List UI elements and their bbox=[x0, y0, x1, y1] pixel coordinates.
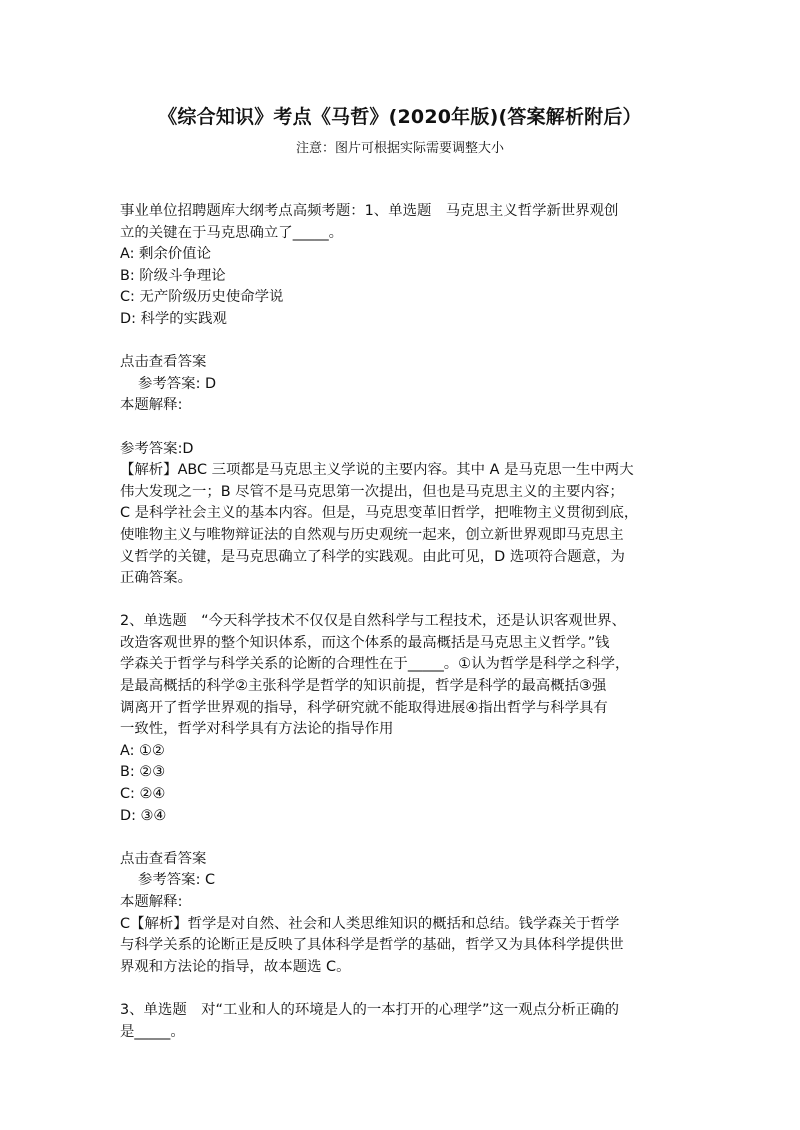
question-stem-line: 学森关于哲学与科学关系的论断的合理性在于_____。①认为哲学是科学之科学， bbox=[120, 656, 630, 673]
spacer bbox=[120, 978, 680, 1000]
question-stem-line: 是_____。 bbox=[120, 1023, 185, 1040]
option-a: A: 剩余价值论 bbox=[120, 246, 211, 263]
question-1 bbox=[120, 201, 680, 590]
question-stem-line: 2、单选题 “今天科学技术不仅仅是自然科学与工程技术，还是认识客观世界、 bbox=[120, 613, 626, 630]
spacer bbox=[120, 827, 680, 849]
explanation-label: 本题解释: bbox=[120, 397, 183, 414]
option-b: B: 阶级斗争理论 bbox=[120, 267, 226, 284]
spacer bbox=[120, 331, 680, 353]
explanation-line: 界观和方法论的指导，故本题选 C。 bbox=[120, 958, 351, 975]
spacer bbox=[120, 590, 680, 612]
explanation-line: 使唯物主义与唯物辩证法的自然观与历史观统一起来，创立新世界观即马克思主 bbox=[120, 526, 624, 543]
option-d: D: 科学的实践观 bbox=[120, 310, 227, 327]
spacer bbox=[120, 417, 680, 439]
question-stem-line: 是最高概括的科学②主张科学是哲学的知识前提，哲学是科学的最高概括③强 bbox=[120, 678, 607, 695]
explanation-line: C【解析】哲学是对自然、社会和人类思维知识的概括和总结。钱学森关于哲学 bbox=[120, 915, 620, 932]
question-stem-line: 立的关键在于马克思确立了_____。 bbox=[120, 224, 344, 241]
option-b: B: ②③ bbox=[120, 764, 166, 781]
question-stem-line: 改造客观世界的整个知识体系，而这个体系的最高概括是马克思主义哲学。”钱 bbox=[120, 634, 610, 651]
document-body bbox=[120, 201, 680, 1043]
view-answer-link[interactable]: 点击查看答案 bbox=[120, 850, 207, 867]
question-stem-line: 调离开了哲学世界观的指导，科学研究就不能取得进展④指出哲学与科学具有 bbox=[120, 699, 608, 716]
reference-answer-detail: 参考答案:D bbox=[120, 440, 194, 457]
explanation-line: 【解析】ABC 三项都是马克思主义学说的主要内容。其中 A 是马克思一生中两大 bbox=[120, 462, 634, 479]
question-stem-line: 事业单位招聘题库大纲考点高频考题：1、单选题 马克思主义哲学新世界观创 bbox=[120, 203, 619, 219]
question-2 bbox=[120, 611, 680, 978]
explanation-line: 与科学关系的论断正是反映了具体科学是哲学的基础，哲学又为具体科学提供世 bbox=[120, 937, 624, 954]
question-3 bbox=[120, 1000, 680, 1043]
question-stem-line: 3、单选题 对“工业和人的环境是人的一本打开的心理学”这一观点分析正确的 bbox=[120, 1001, 619, 1018]
explanation-label: 本题解释: bbox=[120, 894, 183, 910]
explanation-line: 伟大发现之一；B 尽管不是马克思第一次提出，但也是马克思主义的主要内容； bbox=[120, 483, 624, 500]
explanation-line: C 是科学社会主义的基本内容。但是，马克思变革旧哲学，把唯物主义贯彻到底， bbox=[120, 505, 639, 522]
option-d: D: ③④ bbox=[120, 807, 167, 824]
reference-answer: 参考答案: C bbox=[138, 872, 216, 889]
document-subtitle: 注意：图片可根据实际需要调整大小 bbox=[295, 141, 504, 156]
document-title: 《综合知识》考点《马哲》(2020年版)(答案解析附后） bbox=[158, 106, 642, 128]
reference-answer: 参考答案: D bbox=[138, 375, 217, 392]
explanation-line: 义哲学的关键，是马克思确立了科学的实践观。由此可见，D 选项符合题意，为 bbox=[120, 548, 625, 565]
option-c: C: 无产阶级历史使命学说 bbox=[120, 289, 284, 306]
explanation-line: 正确答案。 bbox=[120, 570, 192, 587]
option-a: A: ①② bbox=[120, 742, 165, 759]
option-c: C: ②④ bbox=[120, 786, 166, 803]
question-stem-line: 一致性，哲学对科学具有方法论的指导作用 bbox=[120, 721, 394, 738]
view-answer-link[interactable]: 点击查看答案 bbox=[120, 354, 207, 371]
